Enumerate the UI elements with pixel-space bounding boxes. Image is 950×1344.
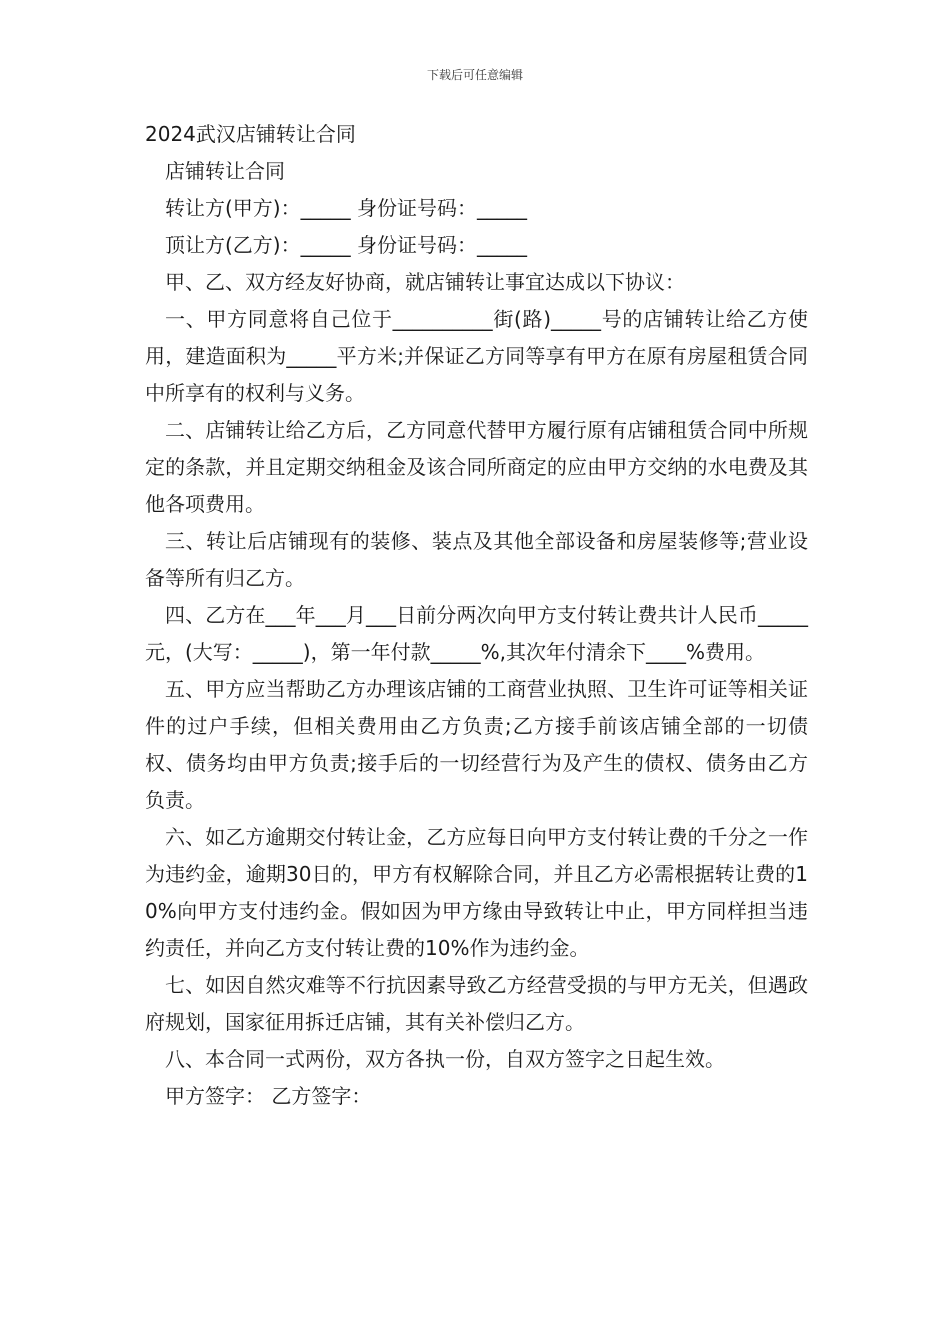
contract-body	[145, 116, 808, 1115]
document-title: 2024武汉店铺转让合同	[145, 122, 356, 146]
document-subtitle: 店铺转让合同	[165, 159, 285, 183]
signature-line: 甲方签字： 乙方签字：	[165, 1084, 372, 1108]
clause-5: 五、甲方应当帮助乙方办理该店铺的工商营业执照、卫生许可证等相关证件的过户手续，但相关费用由乙方负责;乙方接手前该店铺全部的一切债权、债务均由甲方负责;接手后的一切经营行为及产生的债权、债务由乙方负责。	[145, 677, 808, 812]
clause-4: 四、乙方在___年___月___日前分两次向甲方支付转让费共计人民币_____元，(大写：_____)，第一年付款_____%,其次年付清余下____%费用。	[145, 603, 808, 664]
party-b-line: 顶让方(乙方)：_____ 身份证号码：_____	[165, 233, 527, 257]
clause-7: 七、如因自然灾难等不行抗因素导致乙方经营受损的与甲方无关，但遇政府规划，国家征用拆迁店铺，其有关补偿归乙方。	[145, 973, 808, 1034]
clause-2: 二、店铺转让给乙方后，乙方同意代替甲方履行原有店铺租赁合同中所规定的条款，并且定期交纳租金及该合同所商定的应由甲方交纳的水电费及其他各项费用。	[145, 418, 808, 516]
party-a-line: 转让方(甲方)：_____ 身份证号码：_____	[165, 196, 527, 220]
intro-paragraph: 甲、乙、双方经友好协商，就店铺转让事宜达成以下协议：	[165, 270, 685, 294]
page-header-note: 下载后可任意编辑	[426, 68, 523, 82]
clause-3: 三、转让后店铺现有的装修、装点及其他全部设备和房屋装修等;营业设备等所有归乙方。	[145, 529, 808, 590]
clause-1: 一、甲方同意将自己位于__________街(路)_____号的店铺转让给乙方使用，建造面积为_____平方米;并保证乙方同等享有甲方在原有房屋租赁合同中所享有的权利与义务。	[145, 307, 808, 405]
clause-6: 六、如乙方逾期交付转让金，乙方应每日向甲方支付转让费的千分之一作为违约金，逾期30日的，甲方有权解除合同，并且乙方必需根据转让费的10%向甲方支付违约金。假如因为甲方缘由导致转让中止，甲方同样担当违约责任，并向乙方支付转让费的10%作为违约金。	[145, 825, 808, 960]
clause-8: 八、本合同一式两份，双方各执一份，自双方签字之日起生效。	[165, 1047, 725, 1071]
